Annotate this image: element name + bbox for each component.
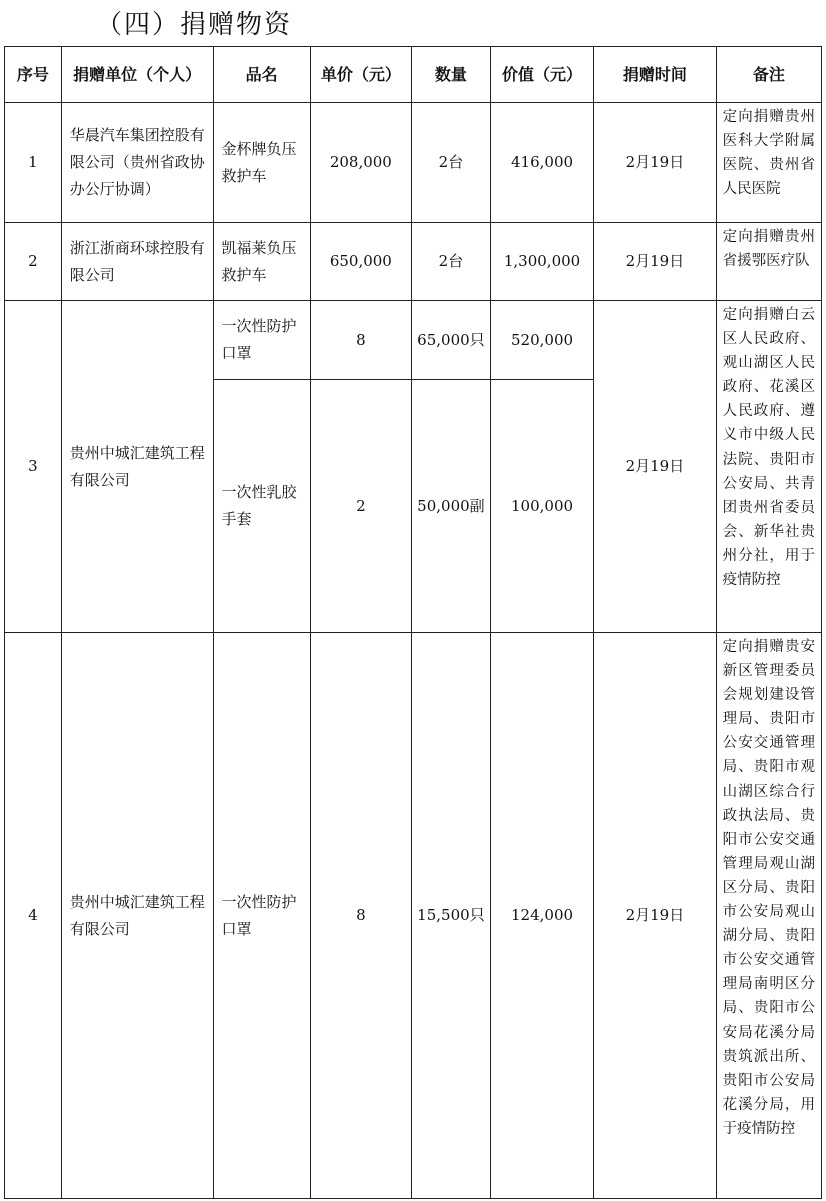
cell-donor: 浙江浙商环球控股有限公司 [61,223,213,301]
cell-donor: 贵州中城汇建筑工程有限公司 [61,633,213,1199]
cell-note: 定向捐赠贵州省援鄂医疗队 [716,223,821,301]
cell-value: 100,000 [490,380,593,633]
cell-donor: 贵州中城汇建筑工程有限公司 [61,301,213,633]
cell-unit-price: 8 [310,301,411,380]
cell-value: 1,300,000 [490,223,593,301]
cell-item: 一次性乳胶手套 [213,380,310,633]
cell-item: 金杯牌负压救护车 [213,103,310,223]
cell-seq: 2 [5,223,62,301]
cell-item: 一次性防护口罩 [213,633,310,1199]
cell-quantity: 50,000副 [411,380,490,633]
cell-quantity: 15,500只 [411,633,490,1199]
cell-unit-price: 650,000 [310,223,411,301]
table-row [5,633,822,1199]
donation-table [4,46,822,1199]
header-unit-price: 单价（元） [310,47,411,103]
header-value: 价值（元） [490,47,593,103]
cell-note: 定向捐赠贵州医科大学附属医院、贵州省人民医院 [716,103,821,223]
cell-value: 520,000 [490,301,593,380]
cell-item: 凯福莱负压救护车 [213,223,310,301]
cell-quantity: 2台 [411,223,490,301]
cell-date: 2月19日 [594,633,716,1199]
cell-value: 416,000 [490,103,593,223]
cell-date: 2月19日 [594,223,716,301]
section-heading: （四）捐赠物资 [96,10,293,40]
cell-note: 定向捐赠白云区人民政府、观山湖区人民政府、花溪区人民政府、遵义市中级人民法院、贵阳市公安局、共青团贵州省委员会、新华社贵州分社，用于疫情防控 [716,301,821,633]
cell-seq: 4 [5,633,62,1199]
cell-seq: 3 [5,301,62,633]
cell-quantity: 65,000只 [411,301,490,380]
header-donor: 捐赠单位（个人） [61,47,213,103]
table-row [5,301,822,380]
cell-unit-price: 208,000 [310,103,411,223]
header-row [5,47,822,103]
cell-note: 定向捐赠贵安新区管理委员会规划建设管理局、贵阳市公安交通管理局、贵阳市观山湖区综合行政执法局、贵阳市公安交通管理局观山湖区分局、贵阳市公安局观山湖分局、贵阳市公安交通管理局南明区分局、贵阳市公安局花溪分局贵筑派出所、贵阳市公安局花溪分局，用于疫情防控 [716,633,821,1199]
cell-donor: 华晨汽车集团控股有限公司（贵州省政协办公厅协调） [61,103,213,223]
cell-value: 124,000 [490,633,593,1199]
header-item: 品名 [213,47,310,103]
cell-date: 2月19日 [594,103,716,223]
header-note: 备注 [716,47,821,103]
table-row [5,103,822,223]
cell-date: 2月19日 [594,301,716,633]
cell-unit-price: 2 [310,380,411,633]
header-seq: 序号 [5,47,62,103]
header-quantity: 数量 [411,47,490,103]
table-row [5,223,822,301]
cell-seq: 1 [5,103,62,223]
header-date: 捐赠时间 [594,47,716,103]
cell-item: 一次性防护口罩 [213,301,310,380]
cell-unit-price: 8 [310,633,411,1199]
cell-quantity: 2台 [411,103,490,223]
